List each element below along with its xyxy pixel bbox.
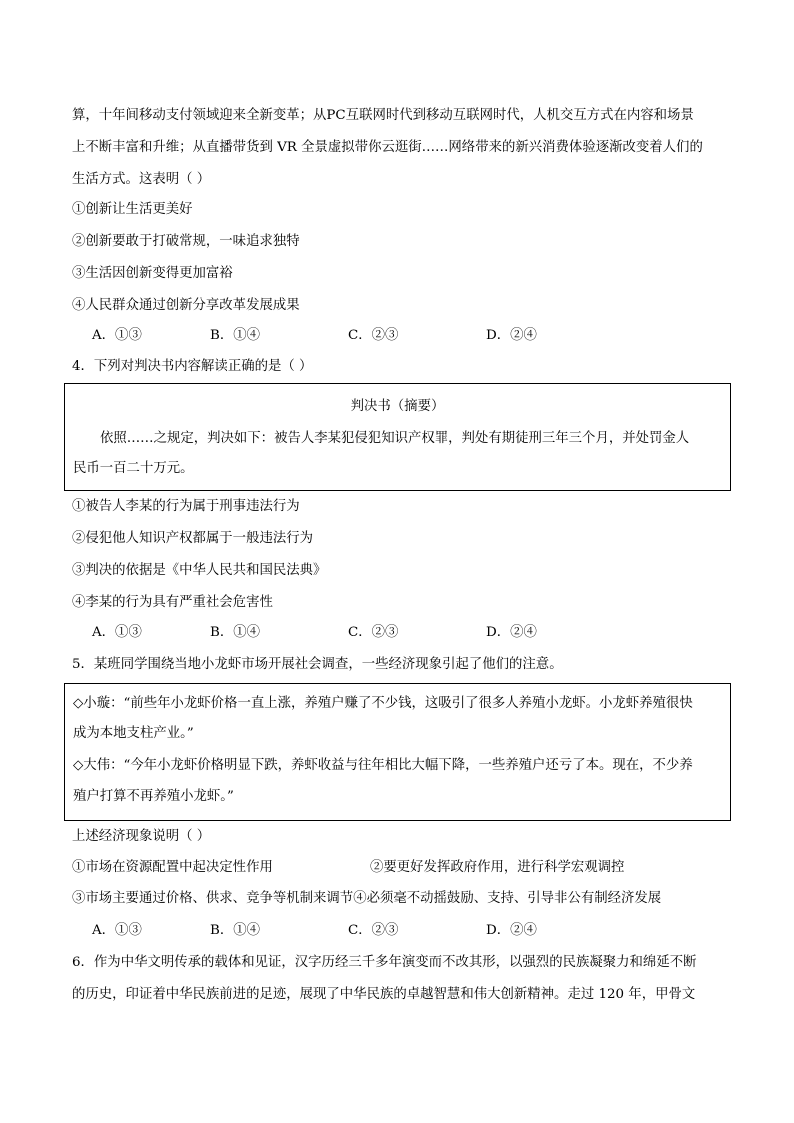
q5-item-2: ②要更好发挥政府作用，进行科学宏观调控 (370, 860, 625, 875)
q3-item-1: ①创新让生活更美好 (72, 202, 193, 217)
q3-stem-line-3: 生活方式。这表明（ ） (72, 172, 211, 187)
q6-stem-line-1: 6．作为中华文明传承的载体和见证，汉字历经三千多年演变而不改其形，以强烈的民族凝聚力和绵延不断 (72, 955, 697, 970)
q4-box-line-1: 依照……之规定，判决如下：被告人李某犯侵犯知识产权罪，判处有期徒刑三年三个月，并处罚金人 (100, 431, 690, 446)
q4-option-b[interactable]: B．①④ (210, 625, 261, 640)
q5-after-text: 上述经济现象说明（ ） (72, 829, 211, 844)
q3-option-c[interactable]: C．②③ (348, 328, 399, 343)
q3-stem-line-2: 上不断丰富和升维；从直播带货到 VR 全景虚拟带你云逛街……网络带来的新兴消费体验逐渐改变着人们的 (72, 140, 703, 155)
q4-box-line-2: 民币一百二十万元。 (73, 461, 194, 476)
q3-option-d[interactable]: D．②④ (486, 328, 537, 343)
q3-stem-line-1: 算，十年间移动支付领域迎来全新变革；从PC互联网时代到移动互联网时代，人机交互方式在内容和场景 (72, 108, 694, 123)
q3-option-b[interactable]: B．①④ (210, 328, 261, 343)
q6-stem-line-2: 的历史，印证着中华民族前进的足迹，展现了中华民族的卓越智慧和伟大创新精神。走过 120 年，甲骨文 (72, 987, 696, 1002)
q5-box-line-2: 成为本地支柱产业。” (73, 726, 194, 741)
q3-item-3: ③生活因创新变得更加富裕 (72, 266, 233, 281)
q4-item-3: ③判决的依据是《中华人民共和国民法典》 (72, 563, 327, 578)
q4-judgment-box (64, 383, 731, 491)
q4-item-4: ④李某的行为具有严重社会危害性 (72, 595, 273, 610)
q5-box-line-3: ◇大伟：“今年小龙虾价格明显下跌，养虾收益与往年相比大幅下降，一些养殖户还亏了本。现在，不少养 (73, 758, 693, 773)
q3-item-2: ②创新要敢于打破常规，一味追求独特 (72, 234, 300, 249)
q5-option-c[interactable]: C．②③ (348, 923, 399, 938)
q5-option-b[interactable]: B．①④ (210, 923, 261, 938)
q4-box-title: 判决书（摘要） (350, 399, 445, 414)
q5-item-1: ①市场在资源配置中起决定性作用 (72, 860, 273, 875)
q5-items-row-1 (72, 858, 724, 878)
q5-item-3-4: ③市场主要通过价格、供求、竞争等机制来调节④必须毫不动摇鼓励、支持、引导非公有制经济发展 (72, 891, 662, 906)
q4-option-c[interactable]: C．②③ (348, 625, 399, 640)
q5-stem: 5．某班同学围绕当地小龙虾市场开展社会调查，一些经济现象引起了他们的注意。 (72, 657, 563, 672)
q4-option-d[interactable]: D．②④ (486, 625, 537, 640)
q3-option-a[interactable]: A．①③ (92, 328, 142, 343)
q3-item-4: ④人民群众通过创新分享改革发展成果 (72, 298, 300, 313)
q4-stem: 4．下列对判决书内容解读正确的是（ ） (72, 359, 313, 374)
q4-item-1: ①被告人李某的行为属于刑事违法行为 (72, 499, 300, 514)
q5-box-line-4: 殖户打算不再养殖小龙虾。” (73, 789, 234, 804)
q4-item-2: ②侵犯他人知识产权都属于一般违法行为 (72, 531, 314, 546)
q5-option-d[interactable]: D．②④ (486, 923, 537, 938)
q5-option-a[interactable]: A．①③ (92, 923, 142, 938)
q5-box-line-1: ◇小璇：“前些年小龙虾价格一直上涨，养殖户赚了不少钱，这吸引了很多人养殖小龙虾。小龙虾养殖很快 (73, 696, 693, 711)
q4-option-a[interactable]: A．①③ (92, 625, 142, 640)
q5-dialogue-box (64, 683, 731, 821)
